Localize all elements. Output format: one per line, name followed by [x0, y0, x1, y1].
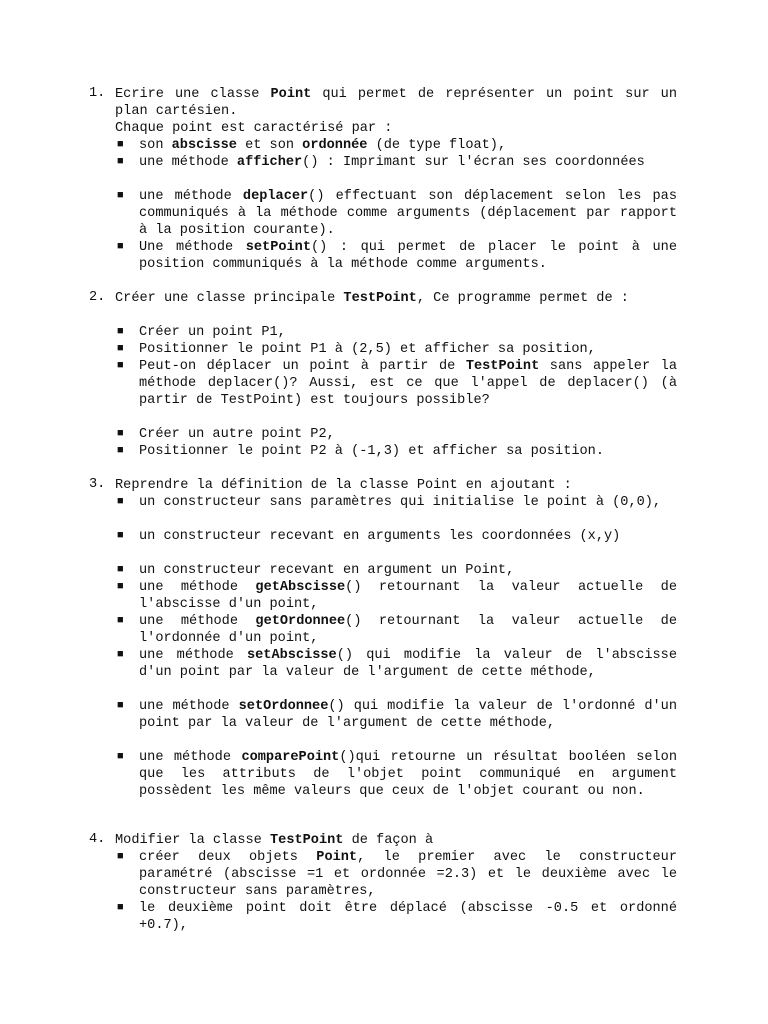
bullet-icon: ■: [117, 751, 124, 763]
bullet-icon: ■: [117, 564, 124, 576]
list-item: une méthode getOrdonnee() retournant la valeur actuelle de l'ordonnée d'un point,: [139, 614, 677, 646]
bullet-icon: ■: [117, 851, 124, 863]
list-item: un constructeur recevant en argument un Point,: [139, 563, 515, 578]
list-item: Peut-on déplacer un point à partir de TestPoint sans appeler la méthode deplacer()? Aussi, est ce que l'appel de deplacer() (à partir de TestPoint) est toujours possible?: [139, 359, 677, 408]
bullet-icon: ■: [117, 139, 124, 151]
list-item: une méthode setAbscisse() qui modifie la valeur de l'abscisse d'un point par la valeur de l'argument de cette méthode,: [139, 648, 677, 680]
list-item: Une méthode setPoint() : qui permet de placer le point à une position communiqués à la méthode comme arguments.: [139, 240, 677, 272]
bullet-icon: ■: [117, 428, 124, 440]
bullet-icon: ■: [117, 496, 124, 508]
list-item: Positionner le point P1 à (2,5) et afficher sa position,: [139, 342, 596, 357]
list-item: un constructeur sans paramètres qui initialise le point à (0,0),: [139, 495, 662, 510]
list-item: une méthode afficher() : Imprimant sur l'écran ses coordonnées: [139, 155, 645, 170]
bullet-icon: ■: [117, 445, 124, 457]
bullet-icon: ■: [117, 156, 124, 168]
list-item: une méthode setOrdonnee() qui modifie la valeur de l'ordonné d'un point par la valeur de l'argument de cette méthode,: [139, 699, 677, 731]
list-item: une méthode comparePoint()qui retourne un résultat booléen selon que les attributs de l'objet point communiqué en argument possèdent les même valeurs que ceux de l'objet courant ou non.: [139, 750, 677, 799]
bullet-icon: ■: [117, 700, 124, 712]
exercise-intro: Créer une classe principale TestPoint, Ce programme permet de :: [115, 291, 629, 306]
bullet-icon: ■: [117, 241, 124, 253]
bullet-icon: ■: [117, 530, 124, 542]
bullet-icon: ■: [117, 360, 124, 372]
list-item: Positionner le point P2 à (-1,3) et afficher sa position.: [139, 444, 604, 459]
exercise-number: 4.: [89, 832, 106, 847]
list-item: son abscisse et son ordonnée (de type float),: [139, 138, 507, 153]
bullet-icon: ■: [117, 326, 124, 338]
list-item: une méthode deplacer() effectuant son déplacement selon les pas communiqués à la méthode comme arguments (déplacement par rapport à la position courante).: [139, 189, 677, 238]
bullet-icon: ■: [117, 902, 124, 914]
exercise-number: 1.: [89, 86, 106, 101]
list-item: Créer un autre point P2,: [139, 427, 335, 442]
bullet-icon: ■: [117, 581, 124, 593]
bullet-icon: ■: [117, 190, 124, 202]
list-item: créer deux objets Point, le premier avec le constructeur paramétré (abscisse =1 et ordonnée =2.3) et le deuxième avec le constructeur sans paramètres,: [139, 850, 678, 899]
bullet-icon: ■: [117, 649, 124, 661]
bullet-icon: ■: [117, 615, 124, 627]
exercise-intro: Modifier la classe TestPoint de façon à: [115, 833, 434, 848]
exercise-intro: Ecrire une classe Point qui permet de représenter un point sur un plan cartésien. Chaque point est caractérisé par :: [115, 87, 677, 136]
bullet-icon: ■: [117, 343, 124, 355]
list-item: le deuxième point doit être déplacé (abscisse -0.5 et ordonné +0.7),: [139, 901, 677, 933]
list-item: Créer un point P1,: [139, 325, 286, 340]
exercise-intro: Reprendre la définition de la classe Point en ajoutant :: [115, 478, 572, 493]
exercise-number: 3.: [89, 477, 106, 492]
exercise-number: 2.: [89, 290, 106, 305]
list-item: un constructeur recevant en arguments les coordonnées (x,y): [139, 529, 621, 544]
list-item: une méthode getAbscisse() retournant la valeur actuelle de l'abscisse d'un point,: [139, 580, 677, 612]
